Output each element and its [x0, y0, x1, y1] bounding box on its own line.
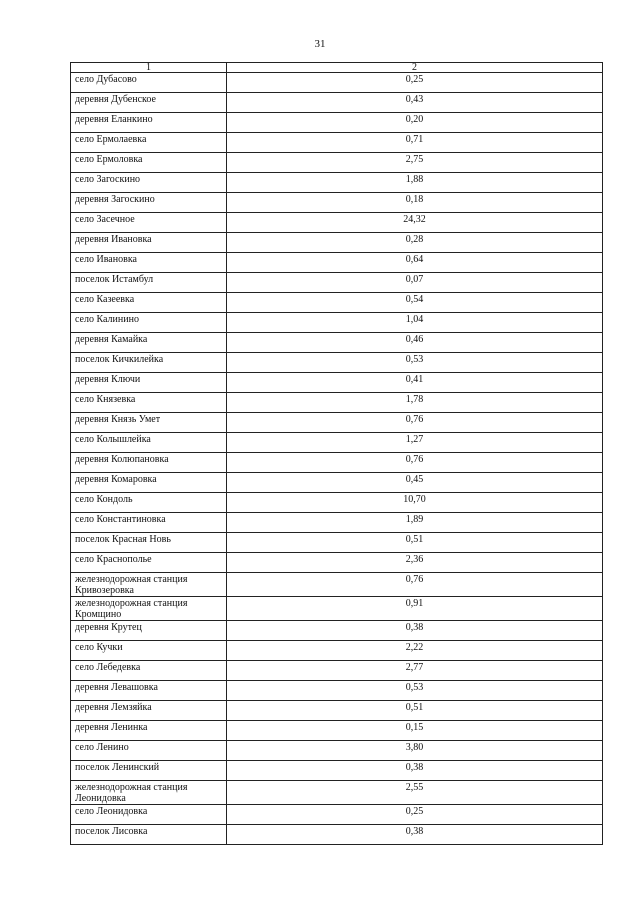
table-row — [71, 413, 603, 433]
table-row — [71, 473, 603, 493]
settlement-name-cell: село Леонидовка — [71, 805, 227, 825]
data-table — [70, 62, 603, 845]
table-row — [71, 393, 603, 413]
value-cell: 24,32 — [227, 213, 603, 233]
table-row — [71, 573, 603, 597]
value-cell: 0,25 — [227, 805, 603, 825]
settlement-name-cell: железнодорожная станция Кривозеровка — [71, 573, 227, 597]
value-cell: 0,38 — [227, 621, 603, 641]
settlement-name-cell: деревня Дубенское — [71, 93, 227, 113]
table-row — [71, 313, 603, 333]
table-header-row — [71, 63, 603, 73]
settlement-name-cell: деревня Камайка — [71, 333, 227, 353]
value-cell: 2,55 — [227, 781, 603, 805]
table-row — [71, 553, 603, 573]
settlement-name-cell: деревня Комаровка — [71, 473, 227, 493]
table-row — [71, 513, 603, 533]
value-cell: 1,89 — [227, 513, 603, 533]
settlement-name-cell: деревня Лемзяйка — [71, 701, 227, 721]
value-cell: 0,53 — [227, 353, 603, 373]
value-cell: 2,36 — [227, 553, 603, 573]
settlement-name-cell: село Ермоловка — [71, 153, 227, 173]
settlement-name-cell: село Константиновка — [71, 513, 227, 533]
value-cell: 0,51 — [227, 701, 603, 721]
settlement-name-cell: деревня Левашовка — [71, 681, 227, 701]
settlement-name-cell: поселок Красная Новь — [71, 533, 227, 553]
settlement-name-cell: село Кучки — [71, 641, 227, 661]
value-cell: 0,51 — [227, 533, 603, 553]
settlement-name-cell: деревня Ивановка — [71, 233, 227, 253]
table-row — [71, 373, 603, 393]
table-row — [71, 233, 603, 253]
settlement-name-cell: село Кондоль — [71, 493, 227, 513]
value-cell: 0,25 — [227, 73, 603, 93]
settlement-name-cell: поселок Кичкилейка — [71, 353, 227, 373]
table-row — [71, 333, 603, 353]
value-cell: 0,76 — [227, 573, 603, 597]
table-row — [71, 293, 603, 313]
table-row — [71, 173, 603, 193]
value-cell: 0,54 — [227, 293, 603, 313]
settlement-name-cell: железнодорожная станция Леонидовка — [71, 781, 227, 805]
table-row — [71, 533, 603, 553]
value-cell: 0,45 — [227, 473, 603, 493]
value-cell: 1,27 — [227, 433, 603, 453]
value-cell: 0,41 — [227, 373, 603, 393]
table-row — [71, 761, 603, 781]
value-cell: 0,76 — [227, 413, 603, 433]
settlement-name-cell: поселок Лисовка — [71, 825, 227, 845]
settlement-name-cell: железнодорожная станция Кромщино — [71, 597, 227, 621]
table-row — [71, 253, 603, 273]
value-cell: 0,46 — [227, 333, 603, 353]
value-cell: 0,53 — [227, 681, 603, 701]
table-row — [71, 133, 603, 153]
value-cell: 1,88 — [227, 173, 603, 193]
settlement-name-cell: поселок Ленинский — [71, 761, 227, 781]
settlement-name-cell: село Лебедевка — [71, 661, 227, 681]
value-cell: 0,20 — [227, 113, 603, 133]
value-cell: 0,07 — [227, 273, 603, 293]
value-cell: 0,28 — [227, 233, 603, 253]
settlement-name-cell: село Князевка — [71, 393, 227, 413]
table-row — [71, 193, 603, 213]
settlement-name-cell: деревня Загоскино — [71, 193, 227, 213]
settlement-name-cell: деревня Ленинка — [71, 721, 227, 741]
value-cell: 0,76 — [227, 453, 603, 473]
table-row — [71, 213, 603, 233]
settlement-name-cell: село Ивановка — [71, 253, 227, 273]
value-cell: 3,80 — [227, 741, 603, 761]
table-row — [71, 681, 603, 701]
table-row — [71, 741, 603, 761]
table-row — [71, 153, 603, 173]
settlement-name-cell: село Краснополье — [71, 553, 227, 573]
table-row — [71, 433, 603, 453]
table-body — [71, 73, 603, 845]
settlement-name-cell: село Загоскино — [71, 173, 227, 193]
value-cell: 1,04 — [227, 313, 603, 333]
value-cell: 0,91 — [227, 597, 603, 621]
value-cell: 2,75 — [227, 153, 603, 173]
table-row — [71, 93, 603, 113]
value-cell: 0,43 — [227, 93, 603, 113]
table-row — [71, 661, 603, 681]
settlement-name-cell: село Калинино — [71, 313, 227, 333]
settlement-name-cell: деревня Колюпановка — [71, 453, 227, 473]
value-cell: 0,38 — [227, 825, 603, 845]
page-number: 31 — [314, 38, 326, 50]
value-cell: 0,71 — [227, 133, 603, 153]
settlement-name-cell: село Колышлейка — [71, 433, 227, 453]
value-cell: 1,78 — [227, 393, 603, 413]
settlement-name-cell: деревня Еланкино — [71, 113, 227, 133]
settlement-name-cell: село Ермолаевка — [71, 133, 227, 153]
settlement-name-cell: село Ленино — [71, 741, 227, 761]
settlement-name-cell: деревня Крутец — [71, 621, 227, 641]
settlement-name-cell: село Дубасово — [71, 73, 227, 93]
settlement-name-cell: село Засечное — [71, 213, 227, 233]
settlement-name-cell: поселок Истамбул — [71, 273, 227, 293]
table-row — [71, 113, 603, 133]
table-row — [71, 453, 603, 473]
value-cell: 2,22 — [227, 641, 603, 661]
table-row — [71, 721, 603, 741]
value-cell: 0,18 — [227, 193, 603, 213]
value-cell: 0,64 — [227, 253, 603, 273]
column-header-2: 2 — [227, 63, 603, 73]
table-row — [71, 781, 603, 805]
value-cell: 0,15 — [227, 721, 603, 741]
settlement-name-cell: деревня Ключи — [71, 373, 227, 393]
table-row — [71, 621, 603, 641]
table-row — [71, 701, 603, 721]
value-cell: 10,70 — [227, 493, 603, 513]
value-cell: 2,77 — [227, 661, 603, 681]
settlement-name-cell: деревня Князь Умет — [71, 413, 227, 433]
settlement-name-cell: село Казеевка — [71, 293, 227, 313]
table-row — [71, 805, 603, 825]
table-row — [71, 641, 603, 661]
table-row — [71, 825, 603, 845]
table-row — [71, 597, 603, 621]
table-row — [71, 353, 603, 373]
column-header-1: 1 — [71, 63, 227, 73]
table-row — [71, 493, 603, 513]
table-row — [71, 73, 603, 93]
value-cell: 0,38 — [227, 761, 603, 781]
table-row — [71, 273, 603, 293]
